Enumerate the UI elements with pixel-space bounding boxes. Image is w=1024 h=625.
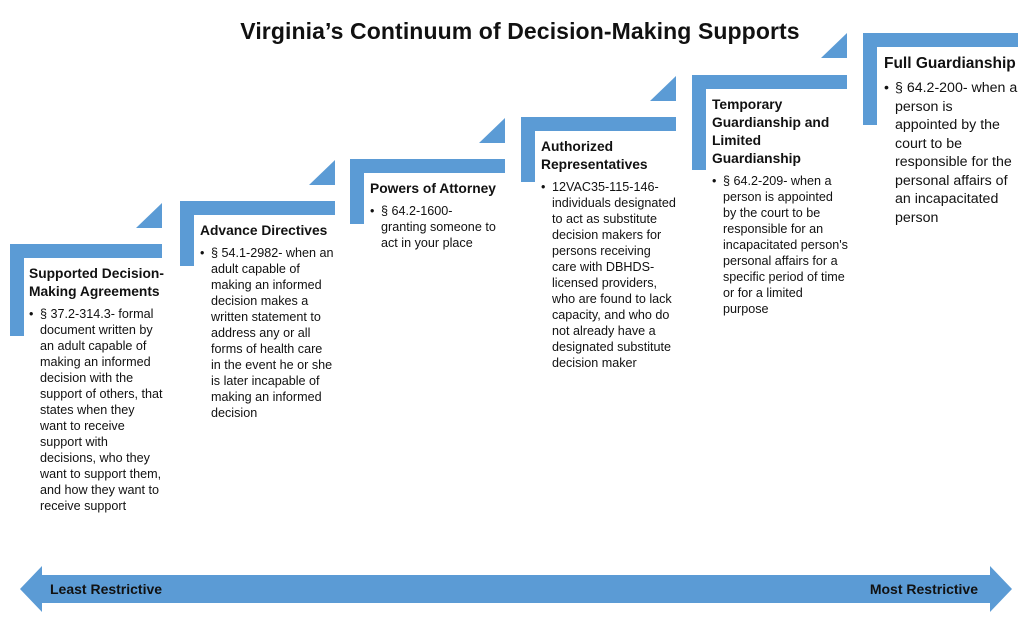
- step-advance-directives: [200, 222, 335, 421]
- step-title: Full Guardianship: [884, 55, 1016, 72]
- step-title: Temporary Guardianship and Limited Guardianship: [712, 97, 830, 166]
- step-powers-of-attorney: [370, 180, 498, 251]
- step-title: Authorized Representatives: [541, 139, 648, 172]
- step-description: • § 37.2-314.3- formal document written by an adult capable of making an informed decision with the support of others, that states when they want to receive support with decisions, who they want to support them, and how they want to receive support: [29, 306, 164, 514]
- step-full-guardianship: [884, 54, 1018, 227]
- step-description: • § 54.1-2982- when an adult capable of making an informed decision makes a written statement to address any or all forms of health care in the event he or she is later incapable of making an informed decision: [200, 245, 335, 421]
- step-description: • § 64.2-1600- granting someone to act in your place: [370, 203, 498, 251]
- step-title: Supported Decision-Making Agreements: [29, 266, 164, 299]
- least-restrictive-label: Least Restrictive: [50, 581, 163, 597]
- step-title: Powers of Attorney: [370, 181, 496, 196]
- step-temporary-limited-guardianship: [712, 96, 848, 317]
- step-description: • § 64.2-209- when a person is appointed by the court to be responsible for an incapacitated person's personal affairs for a specific period of time or for a limited purpose: [712, 173, 848, 317]
- step-description: • 12VAC35-115-146- individuals designated to act as substitute decision makers for persons receiving care with DBHDS-licensed providers, who are found to lack capacity, and who do not already have a designated substitute decision maker: [541, 179, 676, 371]
- diagram-title: Virginia’s Continuum of Decision-Making Supports: [240, 18, 800, 44]
- step-supported-decision-making: [29, 265, 164, 514]
- step-description: • § 64.2-200- when a person is appointed by the court to be responsible for the personal affairs of an incapacitated person: [884, 79, 1018, 227]
- step-authorized-representatives: [541, 138, 676, 371]
- step-title: Advance Directives: [200, 223, 328, 238]
- most-restrictive-label: Most Restrictive: [869, 581, 978, 597]
- restrictiveness-arrow: [20, 566, 1012, 612]
